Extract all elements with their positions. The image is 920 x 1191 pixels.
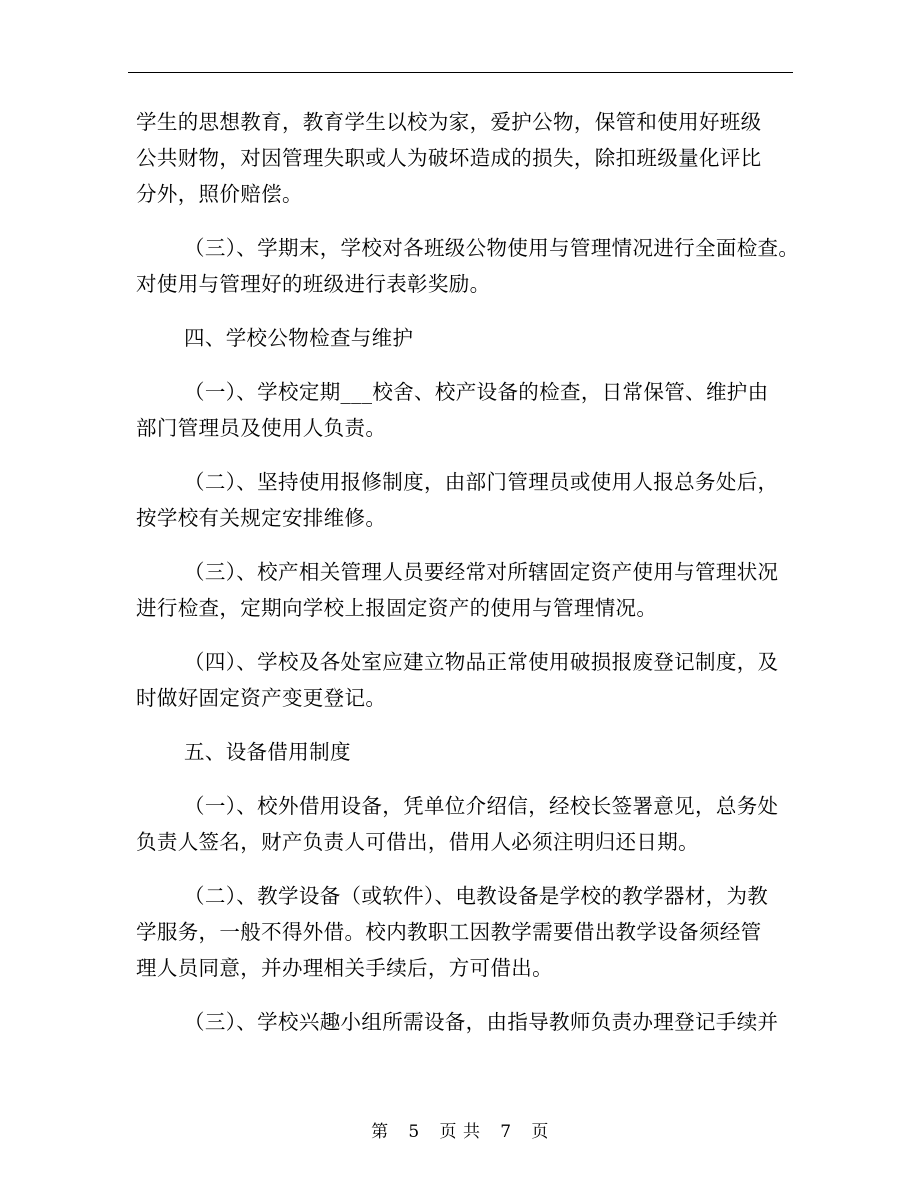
- paragraph-line: 学服务，一般不得外借。校内教职工因教学需要借出教学设备须经管: [136, 920, 762, 944]
- paragraph-line: （四）、学校及各处室应建立物品正常使用破损报废登记制度，及: [184, 650, 779, 674]
- paragraph: [136, 734, 796, 770]
- paragraph: [136, 878, 796, 986]
- footer-prefix: 第: [371, 1122, 389, 1142]
- paragraph-line: 按学校有关规定安排维修。: [136, 506, 387, 530]
- footer-current-page: 5: [408, 1122, 420, 1142]
- paragraph-line: 负责人签名，财产负责人可借出，借用人必须注明归还日期。: [136, 830, 699, 854]
- paragraph-line: 进行检查，定期向学校上报固定资产的使用与管理情况。: [136, 596, 658, 620]
- paragraph: [136, 104, 796, 212]
- footer-total-pages: 7: [500, 1122, 512, 1142]
- paragraph-line: 学生的思想教育，教育学生以校为家，爱护公物，保管和使用好班级: [136, 110, 762, 134]
- paragraph-line: 五、设备借用制度: [184, 740, 351, 764]
- paragraph-line: 分外，照价赔偿。: [136, 182, 303, 206]
- paragraph-line: 四、学校公物检查与维护: [184, 326, 414, 350]
- page-footer: [0, 1120, 920, 1144]
- paragraph-line: 理人员同意，并办理相关手续后，方可借出。: [136, 956, 553, 980]
- footer-suffix: 页: [531, 1122, 549, 1142]
- paragraph-line: （一）、校外借用设备，凭单位介绍信，经校长签署意见，总务处: [184, 794, 779, 818]
- header-rule: [128, 72, 793, 73]
- paragraph-line: 时做好固定资产变更登记。: [136, 686, 387, 710]
- paragraph-line: 公共财物，对因管理失职或人为破坏造成的损失，除扣班级量化评比: [136, 146, 762, 170]
- paragraph: [136, 554, 796, 626]
- paragraph: [136, 1004, 796, 1040]
- paragraph-line: （一）、学校定期___校舍、校产设备的检查，日常保管、维护由: [184, 380, 769, 404]
- paragraph-line: 部门管理员及使用人负责。: [136, 416, 387, 440]
- paragraph-line: （二）、教学设备（或软件）、电教设备是学校的教学器材，为教: [184, 884, 769, 908]
- paragraph-line: （二）、坚持使用报修制度，由部门管理员或使用人报总务处后，: [184, 470, 779, 494]
- document-body: [136, 104, 800, 1058]
- paragraph-line: （三）、学校兴趣小组所需设备，由指导教师负责办理登记手续并: [184, 1010, 779, 1034]
- paragraph: [136, 230, 800, 302]
- paragraph-line: （三）、学期末，学校对各班级公物使用与管理情况进行全面检查。: [184, 236, 800, 260]
- paragraph-line: 对使用与管理好的班级进行表彰奖励。: [136, 272, 491, 296]
- paragraph-line: （三）、校产相关管理人员要经常对所辖固定资产使用与管理状况: [184, 560, 779, 584]
- paragraph: [136, 644, 796, 716]
- paragraph: [136, 374, 796, 446]
- paragraph: [136, 788, 796, 860]
- paragraph: [136, 464, 796, 536]
- footer-middle: 页 共: [439, 1122, 481, 1142]
- paragraph: [136, 320, 796, 356]
